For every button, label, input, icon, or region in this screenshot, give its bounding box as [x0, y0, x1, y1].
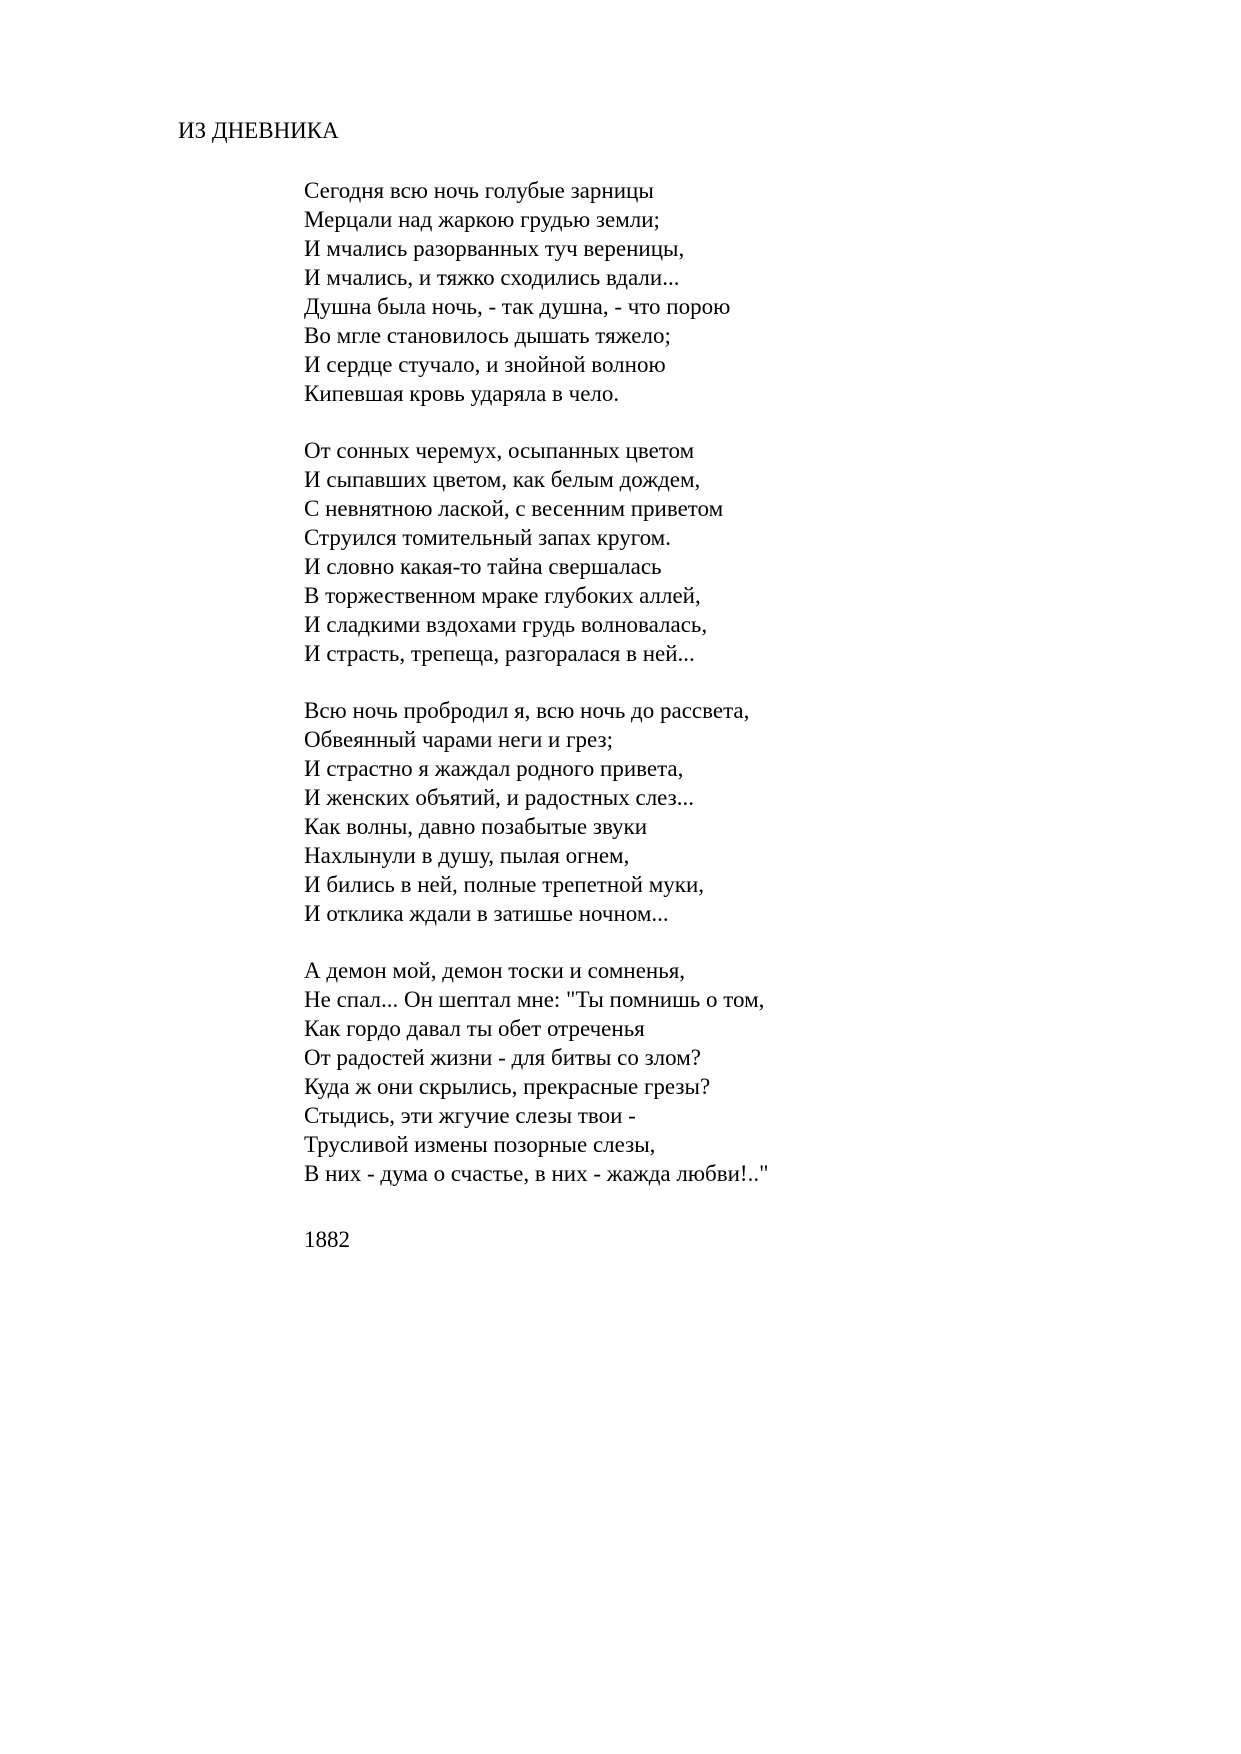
stanza-1: [304, 176, 1204, 408]
poem-line: Нахлынули в душу, пылая огнем,: [304, 843, 630, 868]
poem-line: Мерцали над жаркою грудью земли;: [304, 207, 660, 232]
poem-line: Трусливой измены позорные слезы,: [304, 1132, 656, 1157]
poem-year: 1882: [304, 1227, 350, 1252]
poem-line: С невнятною лаской, с весенним приветом: [304, 496, 724, 521]
poem-line: В торжественном мраке глубоких аллей,: [304, 583, 701, 608]
poem-line: Струился томительный запах кругом.: [304, 525, 671, 550]
poem-line: Как волны, давно позабытые звуки: [304, 814, 648, 839]
poem-line: Душна была ночь, - так душна, - что порою: [304, 294, 731, 319]
poem-line: Куда ж они скрылись, прекрасные грезы?: [304, 1074, 711, 1099]
poem-line: И словно какая-то тайна свершалась: [304, 554, 662, 579]
poem-line: От радостей жизни - для битвы со злом?: [304, 1045, 701, 1070]
poem-line: И мчались разорванных туч вереницы,: [304, 236, 685, 261]
poem-line: Не спал... Он шептал мне: "Ты помнишь о том,: [304, 987, 765, 1012]
poem-line: И страстно я жаждал родного привета,: [304, 756, 684, 781]
poem-line: И женских объятий, и радостных слез...: [304, 785, 695, 810]
poem-line: И сладкими вздохами грудь волновалась,: [304, 612, 708, 637]
stanza-2: [304, 436, 1204, 668]
poem-line: И отклика ждали в затишье ночном...: [304, 901, 669, 926]
poem-line: Стыдись, эти жгучие слезы твои -: [304, 1103, 636, 1128]
stanza-4: [304, 956, 1204, 1188]
poem-line: Всю ночь пробродил я, всю ночь до рассвета,: [304, 698, 750, 723]
poem-line: И мчались, и тяжко сходились вдали...: [304, 265, 680, 290]
poem-line: И бились в ней, полные трепетной муки,: [304, 872, 705, 897]
poem-line: Как гордо давал ты обет отреченья: [304, 1016, 645, 1041]
poem-line: И сыпавших цветом, как белым дождем,: [304, 467, 701, 492]
stanza-3: [304, 696, 1204, 928]
poem-line: В них - дума о счастье, в них - жажда любви!..": [304, 1161, 769, 1186]
poem-title: ИЗ ДНЕВНИКА: [178, 118, 339, 143]
poem-line: Сегодня всю ночь голубые зарницы: [304, 178, 654, 203]
poem-line: Обвеянный чарами неги и грез;: [304, 727, 614, 752]
poem-line: От сонных черемух, осыпанных цветом: [304, 438, 695, 463]
poem-line: Во мгле становилось дышать тяжело;: [304, 323, 671, 348]
poem-line: И сердце стучало, и знойной волною: [304, 352, 666, 377]
poem-line: Кипевшая кровь ударяла в чело.: [304, 381, 620, 406]
poem-line: А демон мой, демон тоски и сомненья,: [304, 958, 686, 983]
poem-line: И страсть, трепеща, разгоралася в ней...: [304, 641, 695, 666]
poem-body: [304, 176, 1204, 1254]
